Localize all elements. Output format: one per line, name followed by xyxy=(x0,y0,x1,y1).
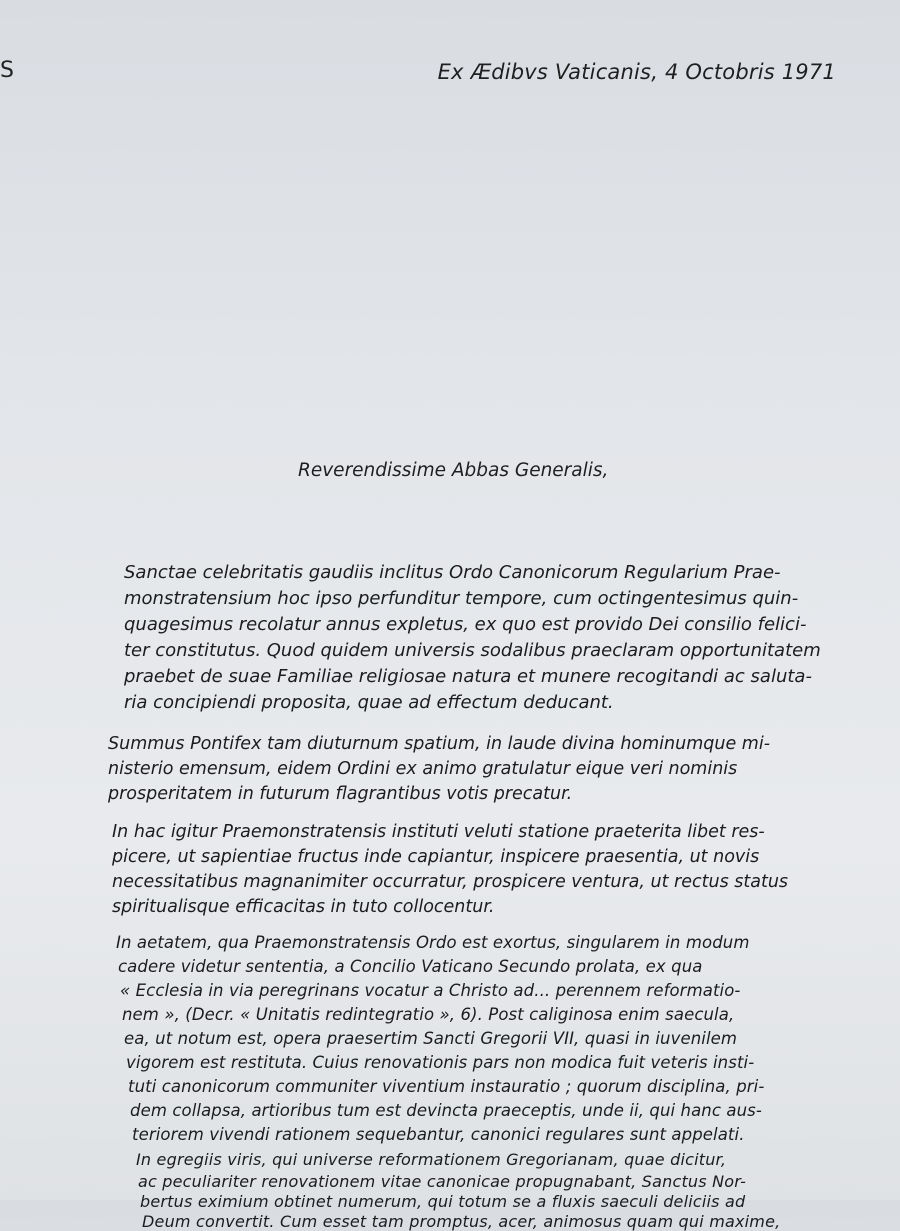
text-line: spiritualisque efficacitas in tuto collocentur. xyxy=(112,897,495,917)
text-line: teriorem vivendi rationem sequebantur, canonici regulares sunt appelati. xyxy=(132,1125,745,1144)
margin-letter: S xyxy=(0,58,14,83)
text-line: tuti canonicorum communiter viventium instauratio ; quorum disciplina, pri- xyxy=(128,1077,765,1096)
text-line: In hac igitur Praemonstratensis instituti veluti statione praeterita libet res- xyxy=(112,822,765,842)
text-line: Sanctae celebritatis gaudiis inclitus Ordo Canonicorum Regularium Prae- xyxy=(124,562,781,583)
text-line: bertus eximium obtinet numerum, qui totum se a fluxis saeculi deliciis ad xyxy=(140,1192,746,1211)
text-line: monstratensium hoc ipso perfunditur tempore, cum octingentesimus quin- xyxy=(124,588,799,609)
text-line: picere, ut sapientiae fructus inde capiantur, inspicere praesentia, ut novis xyxy=(112,847,760,867)
text-line: In egregiis viris, qui universe reformationem Gregorianam, quae dicitur, xyxy=(136,1150,727,1169)
text-line: praebet de suae Familiae religiosae natura et munere recogitandi ac saluta- xyxy=(124,666,812,687)
place-date-header: Ex Ædibvs Vaticanis, 4 Octobris 1971 xyxy=(437,60,836,84)
text-line: ac peculiariter renovationem vitae canonicae propugnabant, Sanctus Nor- xyxy=(138,1172,747,1191)
salutation: Reverendissime Abbas Generalis, xyxy=(298,460,609,481)
text-line: nem », (Decr. « Unitatis redintegratio », 6). Post caliginosa enim saecula, xyxy=(122,1005,735,1024)
text-line: prosperitatem in futurum flagrantibus votis precatur. xyxy=(108,784,573,804)
text-line: Summus Pontifex tam diuturnum spatium, in laude divina hominumque mi- xyxy=(108,734,771,754)
text-line: ria concipiendi proposita, quae ad effectum deducant. xyxy=(124,692,614,713)
text-line: In aetatem, qua Praemonstratensis Ordo est exortus, singularem in modum xyxy=(116,933,750,952)
text-line: quagesimus recolatur annus expletus, ex quo est provido Dei consilio felici- xyxy=(124,614,807,635)
text-line: ea, ut notum est, opera praesertim Sancti Gregorii VII, quasi in iuvenilem xyxy=(124,1029,738,1048)
text-line: cadere videtur sententia, a Concilio Vaticano Secundo prolata, ex qua xyxy=(118,957,703,976)
text-line: necessitatibus magnanimiter occurratur, prospicere ventura, ut rectus status xyxy=(112,872,789,892)
text-line: nisterio emensum, eidem Ordini ex animo gratulatur eique veri nominis xyxy=(108,759,738,779)
text-line: « Ecclesia in via peregrinans vocatur a Christo ad... perennem reformatio- xyxy=(120,981,741,1000)
text-line: vigorem est restituta. Cuius renovationis pars non modica fuit veteris insti- xyxy=(126,1053,755,1072)
text-line: Deum convertit. Cum esset tam promptus, acer, animosus quam qui maxime, xyxy=(142,1212,781,1231)
text-line: dem collapsa, artioribus tum est devincta praeceptis, unde ii, qui hanc aus- xyxy=(130,1101,762,1120)
text-line: ter constitutus. Quod quidem universis sodalibus praeclaram opportunitatem xyxy=(124,640,821,661)
